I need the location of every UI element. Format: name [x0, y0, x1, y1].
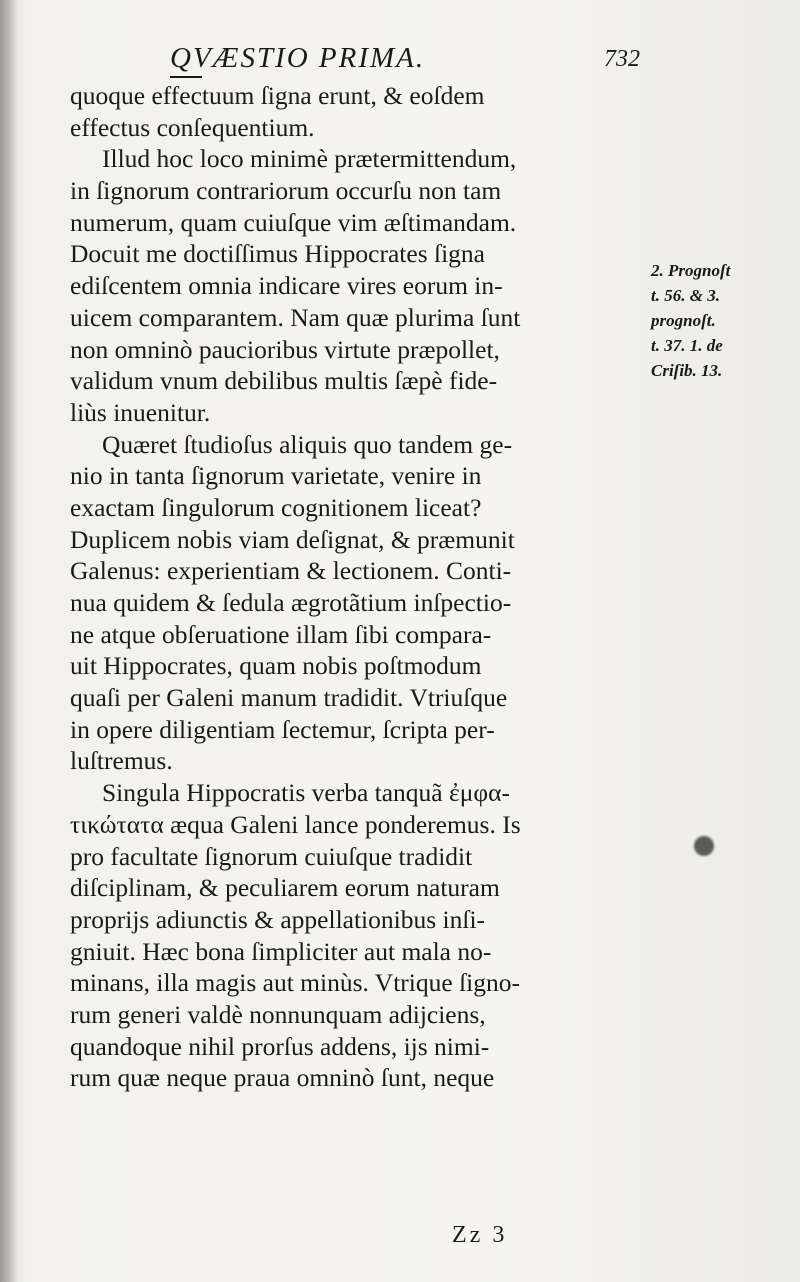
text-line: exactam ſingulorum cognitionem liceat? — [70, 492, 482, 522]
text-line: proprijs adiunctis & appellationibus inſi- — [70, 904, 486, 934]
page-number: 732 — [604, 46, 640, 72]
paragraph-first-line: Illud hoc loco minimè prætermittendum, — [102, 144, 517, 174]
text-line: pro facultate ſignorum cuiuſque tradidit — [70, 841, 473, 871]
text-line: non omninò paucioribus virtute præpollet, — [70, 334, 500, 364]
paragraph-first-line: Quæret ſtudioſus aliquis quo tandem ge- — [102, 429, 513, 459]
header-underline — [170, 76, 202, 78]
text-line: quaſi per Galeni manum tradidit. Vtriuſque — [70, 683, 508, 713]
text-line: effectus conſequentium. — [70, 112, 315, 142]
text-line: rum generi valdè nonnunquam adijciens, — [70, 999, 486, 1029]
text-line: quoque effectuum ſigna erunt, & eoſdem — [70, 81, 485, 110]
text-line: Docuit me doctiſſimus Hippocrates ſigna — [70, 239, 485, 269]
text-line: quandoque nihil prorſus addens, ijs nimi- — [70, 1031, 490, 1061]
text-line: ne atque obſeruatione illam ſibi compara- — [70, 619, 492, 649]
margin-note — [651, 258, 791, 383]
text-line: nio in tanta ſignorum varietate, venire in — [70, 461, 482, 491]
text-line: Duplicem nobis viam deſignat, & præmunit — [70, 524, 515, 554]
text-line: liùs inuenitur. — [70, 397, 211, 427]
text-line: uit Hippocrates, quam nobis poſtmodum — [70, 651, 482, 681]
text-line: minans, illa magis aut minùs. Vtrique ſigno- — [70, 968, 520, 998]
text-line: τικώτατα æqua Galeni lance ponderemus. Is — [70, 809, 521, 839]
text-line: uicem comparantem. Nam quæ plurima ſunt — [70, 302, 521, 332]
binding-shadow — [0, 0, 18, 1282]
running-header — [170, 42, 640, 82]
body-text — [70, 80, 640, 1094]
text-line: ediſcentem omnia indicare vires eorum in- — [70, 271, 503, 301]
margin-note-line: t. 37. 1. de — [651, 336, 723, 355]
text-line: validum vnum debilibus multis ſæpè fide- — [70, 366, 498, 396]
margin-note-line: 2. Prognoſt — [651, 261, 731, 280]
text-line: luſtremus. — [70, 746, 173, 776]
text-line: gniuit. Hæc bona ſimpliciter aut mala no- — [70, 936, 492, 966]
signature-mark: Zz 3 — [452, 1222, 508, 1248]
ink-blot — [694, 836, 714, 856]
text-line: in ſignorum contrariorum occurſu non tam — [70, 176, 502, 206]
margin-note-line: Criſib. 13. — [651, 361, 723, 380]
text-line: rum quæ neque praua omninò ſunt, neque — [70, 1063, 495, 1093]
text-line: nua quidem & ſedula ægrotãtium inſpectio- — [70, 588, 512, 617]
text-line: numerum, quam cuiuſque vim æſtimandam. — [70, 207, 517, 237]
margin-note-line: t. 56. & 3. — [651, 286, 720, 305]
margin-note-line: prognoſt. — [651, 311, 716, 330]
text-line: diſciplinam, & peculiarem eorum naturam — [70, 873, 500, 903]
text-line: in opere diligentiam ſectemur, ſcripta per- — [70, 714, 495, 744]
paragraph-first-line: Singula Hippocratis verba tanquã ἐμφα- — [102, 778, 510, 808]
header-title: QVÆSTIO PRIMA. — [170, 42, 426, 74]
text-line: Galenus: experientiam & lectionem. Conti- — [70, 556, 512, 586]
